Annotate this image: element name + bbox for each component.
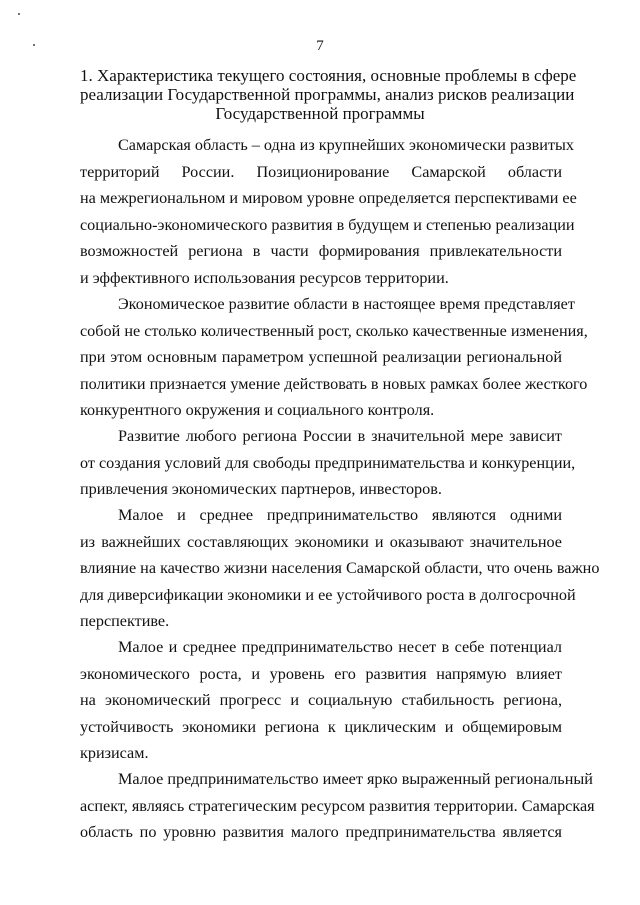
paragraph-line: привлечения экономических партнеров, инвесторов. [80, 480, 442, 498]
paragraph-line: Развитие любого региона России в значительной мере зависит [118, 427, 562, 445]
paragraph-line: от создания условий для свободы предпринимательства и конкуренции, [80, 453, 576, 472]
paragraph-line: из важнейших составляющих экономики и оказывают значительное [80, 532, 562, 551]
paragraph-line: влияние на качество жизни населения Самарской области, что очень важно [80, 559, 600, 577]
paragraph-line: кризисам. [80, 744, 149, 762]
paragraph-line: Малое и среднее предпринимательство несет в себе потенциал [118, 638, 562, 656]
scan-speck [18, 13, 20, 15]
paragraph-line: перспективе. [80, 612, 170, 630]
paragraph-line: для диверсификации экономики и ее устойчивого роста в долгосрочной [80, 585, 576, 604]
paragraph-line: устойчивость экономики региона к циклическим и общемировым [80, 717, 562, 736]
heading-line: 1. Характеристика текущего состояния, основные проблемы в сфере [80, 66, 577, 85]
paragraph-2 [80, 291, 588, 424]
paragraph-line: территорий России. Позиционирование Самарской области [80, 162, 562, 181]
paragraph-line: на межрегиональном и мировом уровне определяется перспективами ее [80, 189, 577, 207]
section-heading [80, 66, 577, 123]
paragraph-5 [80, 634, 562, 767]
heading-line: реализации Государственной программы, анализ рисков реализации [80, 85, 575, 104]
paragraph-line: на экономический прогресс и социальную стабильность региона, [80, 691, 562, 709]
paragraph-line: область по уровню развития малого предпринимательства является [80, 823, 562, 841]
paragraph-line: конкурентного окружения и социального контроля. [80, 401, 435, 419]
paragraph-1 [80, 132, 577, 291]
paragraph-3 [80, 423, 576, 503]
paragraph-line: Малое предпринимательство имеет ярко выраженный региональный [118, 770, 593, 788]
paragraph-line: и эффективного использования ресурсов территории. [80, 268, 449, 287]
paragraph-line: Экономическое развитие области в настоящее время представляет [118, 295, 575, 313]
paragraph-line: аспект, являясь стратегическим ресурсом развития территории. Самарская [80, 796, 595, 815]
paragraph-line: Малое и среднее предпринимательство являются одними [118, 506, 562, 524]
paragraph-line: собой не столько количественный рост, сколько качественные изменения, [80, 321, 588, 340]
paragraph-line: при этом основным параметром успешной реализации региональной [80, 348, 562, 366]
paragraph-line: социально-экономического развития в будущем и степенью реализации [80, 215, 575, 234]
paragraph-line: экономического роста, и уровень его развития напрямую влияет [80, 664, 562, 683]
heading-line: Государственной программы [215, 104, 425, 123]
paragraph-line: Самарская область – одна из крупнейших экономически развитых [118, 136, 574, 154]
paragraph-4 [80, 502, 600, 635]
paragraph-line: возможностей региона в части формирования привлекательности [80, 242, 562, 260]
paragraph-line: политики признается умение действовать в новых рамках более жесткого [80, 374, 588, 393]
page-number: 7 [316, 38, 324, 54]
paragraph-6 [80, 766, 595, 846]
